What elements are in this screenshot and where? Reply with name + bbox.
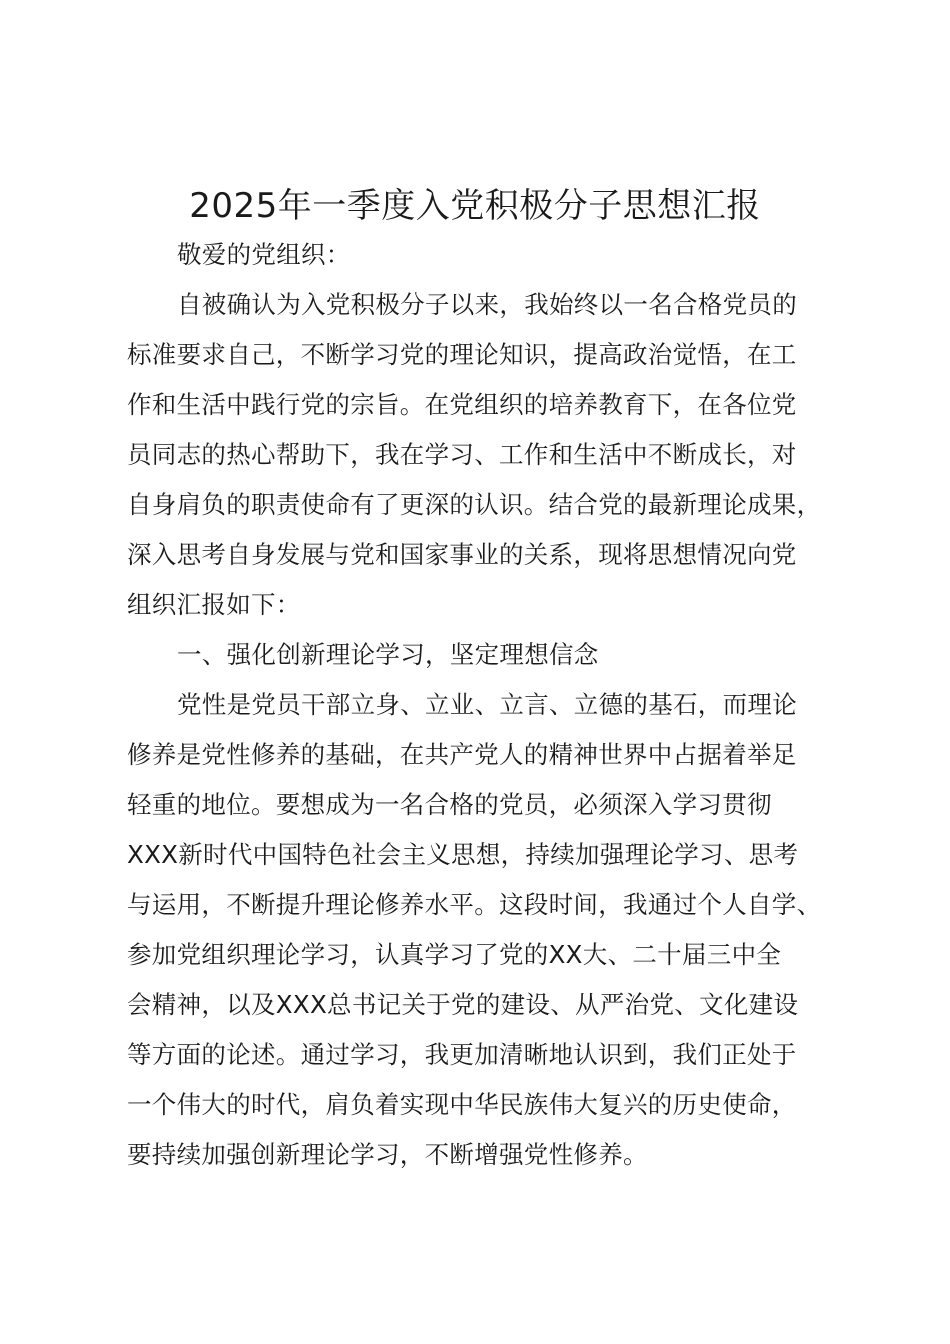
paragraph-line: 轻重的地位。要想成为一名合格的党员，必须深入学习贯彻 [127, 790, 772, 819]
paragraph-line: XXX新时代中国特色社会主义思想，持续加强理论学习、思考 [127, 840, 799, 869]
paragraph-line: 党性是党员干部立身、立业、立言、立德的基石，而理论 [177, 690, 797, 719]
paragraph-line: 等方面的论述。通过学习，我更加清晰地认识到，我们正处于 [127, 1040, 797, 1069]
paragraph-line: 自身肩负的职责使命有了更深的认识。结合党的最新理论成果， [127, 490, 822, 519]
paragraph-line: 员同志的热心帮助下，我在学习、工作和生活中不断成长，对 [127, 440, 797, 469]
paragraph-line: 修养是党性修养的基础，在共产党人的精神世界中占据着举足 [127, 740, 797, 769]
paragraph-line: 作和生活中践行党的宗旨。在党组织的培养教育下，在各位党 [127, 390, 797, 419]
paragraph-line: 标准要求自己，不断学习党的理论知识，提高政治觉悟，在工 [127, 340, 797, 369]
paragraph-line: 会精神，以及XXX总书记关于党的建设、从严治党、文化建设 [127, 990, 799, 1019]
salutation: 敬爱的党组织： [177, 240, 351, 269]
document-title: 2025年一季度入党积极分子思想汇报 [189, 186, 761, 226]
paragraph-line: 要持续加强创新理论学习，不断增强党性修养。 [127, 1140, 648, 1169]
section-heading: 一、强化创新理论学习，坚定理想信念 [177, 640, 599, 669]
paragraph-line: 参加党组织理论学习，认真学习了党的XX大、二十届三中全 [127, 940, 782, 969]
paragraph-line: 与运用，不断提升理论修养水平。这段时间，我通过个人自学、 [127, 890, 822, 919]
paragraph-line: 深入思考自身发展与党和国家事业的关系，现将思想情况向党 [127, 540, 797, 569]
paragraph-line: 一个伟大的时代，肩负着实现中华民族伟大复兴的历史使命， [127, 1090, 797, 1119]
paragraph-line: 自被确认为入党积极分子以来，我始终以一名合格党员的 [177, 290, 797, 319]
paragraph-line: 组织汇报如下： [127, 590, 301, 619]
